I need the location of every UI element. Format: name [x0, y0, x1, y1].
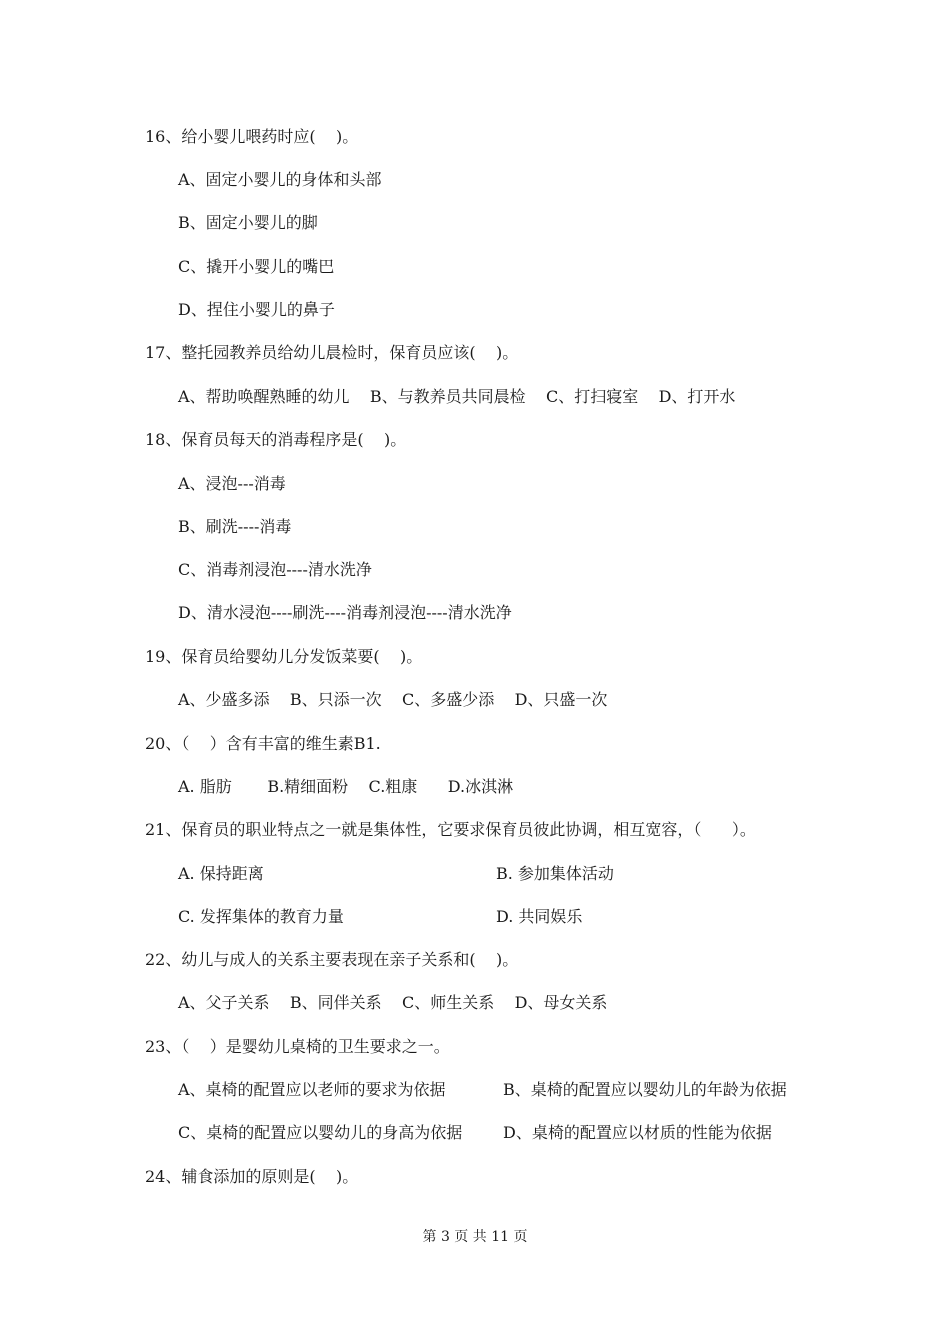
question-18-stem: 18、保育员每天的消毒程序是( )。	[145, 430, 407, 449]
question-20-stem: 20、（ ）含有丰富的维生素B1.	[145, 734, 381, 753]
question-16-option-a: A、固定小婴儿的身体和头部	[178, 170, 382, 189]
question-19-stem: 19、保育员给婴幼儿分发饭菜要( )。	[145, 647, 423, 666]
question-16-option-b: B、固定小婴儿的脚	[178, 213, 318, 232]
question-18-option-a: A、浸泡---消毒	[178, 474, 286, 493]
question-23-option-b: B、桌椅的配置应以婴幼儿的年龄为依据	[503, 1080, 787, 1099]
question-16-option-c: C、撬开小婴儿的嘴巴	[178, 257, 335, 276]
question-23-option-a: A、桌椅的配置应以老师的要求为依据	[178, 1080, 446, 1099]
question-17-stem: 17、整托园教养员给幼儿晨检时，保育员应该( )。	[145, 343, 519, 362]
question-22-options: A、父子关系 B、同伴关系 C、师生关系 D、母女关系	[178, 993, 608, 1012]
question-18-option-d: D、清水浸泡----刷洗----消毒剂浸泡----清水洗净	[178, 603, 512, 622]
question-21-option-d: D. 共同娱乐	[496, 907, 583, 926]
question-16-option-d: D、捏住小婴儿的鼻子	[178, 300, 335, 319]
question-21-option-b: B. 参加集体活动	[496, 864, 614, 883]
question-18-option-b: B、刷洗----消毒	[178, 517, 292, 536]
question-19-options: A、少盛多添 B、只添一次 C、多盛少添 D、只盛一次	[178, 690, 608, 709]
question-21-option-a: A. 保持距离	[178, 864, 264, 883]
question-17-options: A、帮助唤醒熟睡的幼儿 B、与教养员共同晨检 C、打扫寝室 D、打开水	[178, 387, 736, 406]
question-23-stem: 23、（ ）是婴幼儿桌椅的卫生要求之一。	[145, 1037, 450, 1056]
question-16-stem: 16、给小婴儿喂药时应( )。	[145, 127, 359, 146]
question-21-option-c: C. 发挥集体的教育力量	[178, 907, 344, 926]
question-21-stem: 21、保育员的职业特点之一就是集体性，它要求保育员彼此协调，相互宽容，（ ）。	[145, 820, 756, 839]
question-23-option-d: D、桌椅的配置应以材质的性能为依据	[503, 1123, 772, 1142]
question-20-options: A. 脂肪 B.精细面粉 C.粗康 D.冰淇淋	[178, 777, 514, 796]
question-18-option-c: C、消毒剂浸泡----清水洗净	[178, 560, 372, 579]
question-22-stem: 22、幼儿与成人的关系主要表现在亲子关系和( )。	[145, 950, 519, 969]
page-number-footer: 第 3 页 共 11 页	[422, 1229, 528, 1245]
question-24-stem: 24、辅食添加的原则是( )。	[145, 1167, 359, 1186]
question-23-option-c: C、桌椅的配置应以婴幼儿的身高为依据	[178, 1123, 463, 1142]
